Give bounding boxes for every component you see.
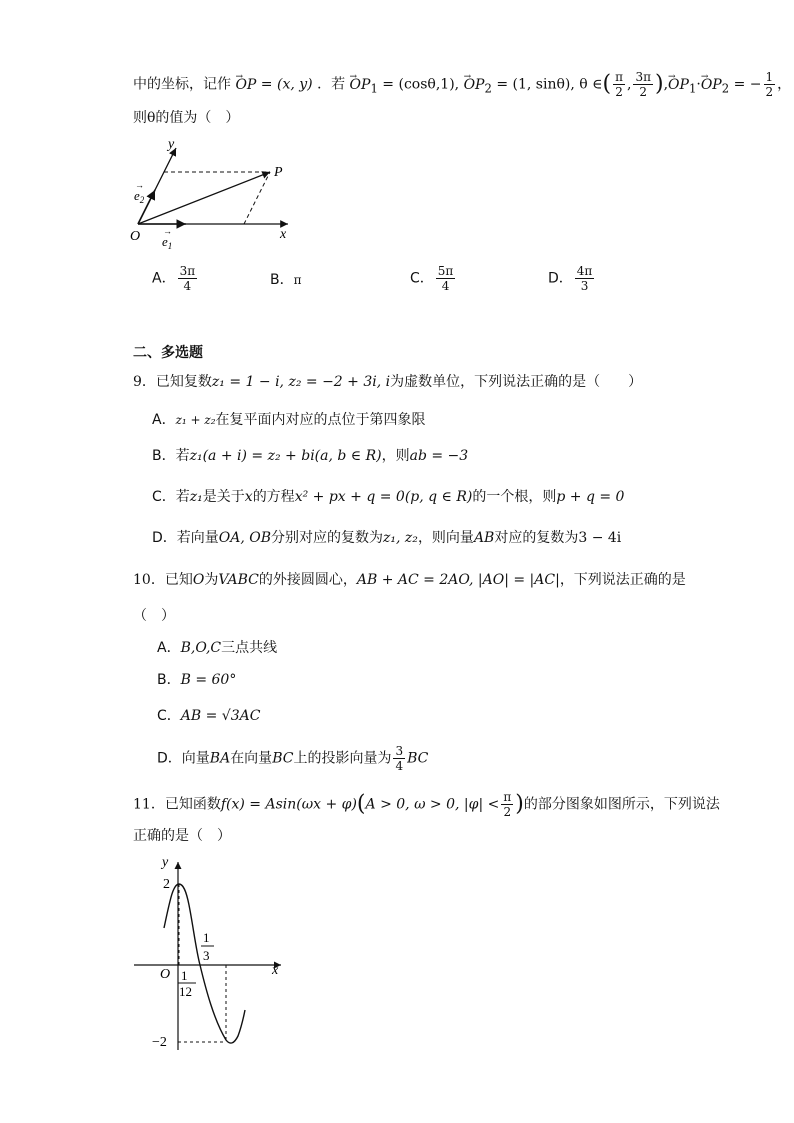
q11-stem: 11．已知函数f(x) = Asin(ωx + φ)(A > 0, ω > 0, |φ| < $\frac{\pi}{2}$ )的部分图象如图所示，下列说法 [133,790,720,819]
q8-text: 中的坐标，记作 [133,76,231,93]
origin-label: O [130,229,141,244]
q8-stem-line1: 中的坐标，记作 → OP = (x, y) ．若 → $OP_1 = (\cos\theta,1)$, → $OP_2 = (1$, sinθ), θ ∈( $\frac{\pi}{2}$ , $\frac{3\pi}{2}$ ),→ $OP_1\cdot\to OP_2$ = − $\frac{1}{2}$ ， [133,70,791,99]
q8-stem-line2: 则θ的值为（ ） [133,110,240,126]
q8-text-b: ．若 [317,76,346,93]
theta-in: θ ∈ [579,76,603,93]
graph-max-label: 2 [163,877,170,892]
q10-option-c[interactable]: C．AB = √3AC [157,708,261,724]
q11-stem-line2: 正确的是（ ） [133,828,231,844]
x-label: x [280,227,287,242]
section-title: 二、多选题 [133,345,203,361]
sine-curve [164,884,245,1043]
p-label: P [274,165,283,180]
svg-text:→: → [163,226,172,236]
q8-op1-eq: = (cosθ,1), [377,76,460,93]
t2-den: 3 [203,948,210,963]
q10-option-a[interactable]: A．B,O,C三点共线 [157,640,278,656]
q9-option-c[interactable]: C．若z₁是关于x的方程x² + px + q = 0(p, q ∈ R)的一个根，则p + q = 0 [152,489,625,505]
q8-op-eq: = (x, y) [256,76,313,93]
q8-option-a[interactable]: A． $\frac{3\pi}{4}$ [152,264,196,293]
graph-min-label: −2 [152,1035,167,1050]
frac-3pi-2: $\frac{3\pi}{2}$ [635,70,651,99]
q8-op2-eq: = (1, sinθ), [491,76,575,93]
op-vector [138,172,270,224]
q10-option-b[interactable]: B．B = 60° [157,672,237,688]
q8-option-c[interactable]: C． $\frac{5\pi}{4}$ [410,264,454,293]
t1-num: 1 [181,968,188,983]
q10-stem: 10．已知O为VABC的外接圆圆心，AB + AC = 2AO, |AO| = |AC|，下列说法正确的是 [133,572,686,588]
vector-op2: → OP [464,77,485,93]
dot-eq: = − [733,76,762,93]
q9-stem: 9．已知复数z₁ = 1 − i, z₂ = −2 + 3i, i为虚数单位，下列说法正确的是（ ） [133,374,643,390]
q9-option-d[interactable]: D．若向量OA, OB分别对应的复数为z₁, z₂，则向量AB对应的复数为3 − 4i [152,530,622,546]
e2-label: $e_2$ [134,188,145,205]
t2-num: 1 [203,930,210,945]
vector-op: → OP [235,77,256,93]
graph-origin: O [160,967,171,982]
frac-pi-2: $\frac{\pi}{2}$ [615,70,623,99]
q10-option-d[interactable]: D．向量BA在向量BC上的投影向量为 $\frac{3}{4}$ BC [157,744,429,773]
graph-y-label: y [162,855,169,870]
t1-den: 12 [179,984,192,999]
q9-option-a[interactable]: A．z₁ + z₂在复平面内对应的点位于第四象限 [152,412,426,428]
op1-sub: 1 [370,81,378,96]
q8-option-d[interactable]: D． $\frac{4\pi}{3}$ [548,264,593,293]
frac-half: $\frac{1}{2}$ [765,70,774,99]
graph-x-label: x [272,963,279,978]
e1-label: $e_1$ [162,234,173,251]
q8-figure [128,132,308,252]
q9-option-b[interactable]: B．若z₁(a + i) = z₂ + bi(a, b ∈ R)，则ab = −3 [152,448,469,464]
q10-paren: （ ） [133,608,175,624]
q8-option-b[interactable]: B．π [270,272,302,288]
dashed-side [244,172,270,224]
svg-text:→: → [135,180,144,190]
vector-op1: → OP [350,77,371,93]
y-label: y [168,137,175,152]
q11-graph [126,850,296,1060]
op2-sub: 2 [484,81,492,96]
